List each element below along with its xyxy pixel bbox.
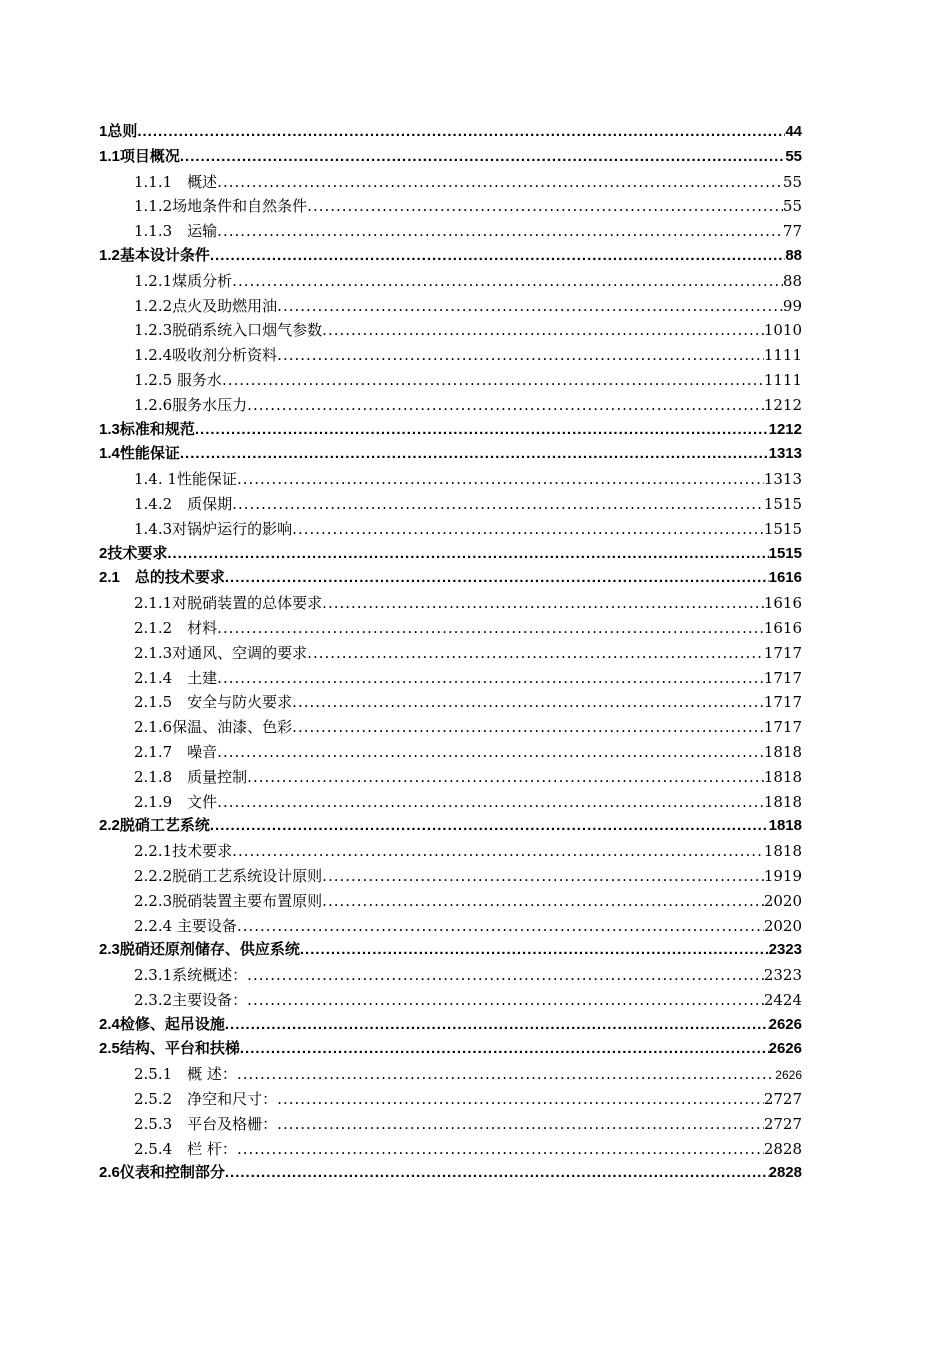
toc-entry-page-number: 2323 bbox=[768, 941, 802, 959]
toc-entry-page-number: 1212 bbox=[768, 420, 802, 438]
toc-entry-page-number: 55 bbox=[782, 197, 802, 216]
toc-entry-page-number: 1111 bbox=[763, 346, 802, 365]
toc-dot-leader bbox=[137, 120, 785, 145]
toc-entry-subsection[interactable] bbox=[99, 269, 802, 294]
toc-entry-subsection[interactable] bbox=[99, 194, 802, 219]
toc-entry-subsection[interactable] bbox=[99, 790, 802, 815]
toc-dot-leader bbox=[210, 244, 785, 269]
toc-dot-leader bbox=[180, 145, 785, 170]
toc-entry-subsection[interactable] bbox=[99, 666, 802, 691]
toc-entry-page-number: 1919 bbox=[763, 866, 802, 885]
toc-entry-title: 1.2.1煤质分析 bbox=[134, 271, 233, 290]
toc-entry-subsection[interactable] bbox=[99, 864, 802, 889]
toc-dot-leader bbox=[247, 765, 764, 790]
toc-entry-subsection[interactable] bbox=[99, 616, 802, 641]
toc-entry-section[interactable] bbox=[99, 1013, 802, 1038]
toc-entry-page-number: 2828 bbox=[768, 1164, 802, 1182]
toc-entry-title: 2.3脱硝还原剂储存、供应系统 bbox=[99, 941, 300, 959]
toc-dot-leader bbox=[307, 194, 783, 219]
toc-entry-subsection[interactable] bbox=[99, 839, 802, 864]
toc-entry-page-number: 2323 bbox=[763, 966, 802, 985]
toc-entry-title: 2.1.8 质量控制 bbox=[134, 767, 248, 786]
toc-entry-title: 1.4性能保证 bbox=[99, 445, 180, 463]
toc-entry-page-number: 88 bbox=[782, 271, 802, 290]
toc-entry-title: 1.1.3 运输 bbox=[134, 222, 218, 241]
toc-entry-title: 2.4检修、起吊设施 bbox=[99, 1015, 225, 1033]
toc-entry-title: 1.2.3脱硝系统入口烟气参数 bbox=[134, 321, 323, 340]
toc-entry-page-number: 1616 bbox=[763, 594, 802, 613]
toc-entry-page-number: 1313 bbox=[763, 470, 802, 489]
toc-dot-leader bbox=[277, 1087, 764, 1112]
toc-entry-subsection[interactable] bbox=[99, 294, 802, 319]
toc-entry-title: 1.4. 1性能保证 bbox=[134, 470, 237, 489]
toc-entry-subsection[interactable] bbox=[99, 318, 802, 343]
toc-entry-title: 1.3标准和规范 bbox=[99, 420, 195, 438]
toc-entry-title: 2.1.1对脱硝装置的总体要求 bbox=[134, 594, 323, 613]
toc-entry-page-number: 1313 bbox=[768, 445, 802, 463]
toc-dot-leader bbox=[217, 740, 764, 765]
toc-entry-title: 2.5.3 平台及格栅： bbox=[134, 1114, 278, 1133]
toc-entry-page-number: 2626 bbox=[768, 1040, 802, 1058]
toc-entry-subsection[interactable] bbox=[99, 914, 802, 939]
toc-dot-leader bbox=[277, 343, 764, 368]
toc-entry-section[interactable] bbox=[99, 442, 802, 467]
toc-entry-page-number: 1717 bbox=[763, 643, 802, 662]
toc-entry-section[interactable] bbox=[99, 566, 802, 591]
toc-entry-title: 1.1.2场地条件和自然条件 bbox=[134, 197, 308, 216]
toc-entry-title: 2.2.3脱硝装置主要布置原则 bbox=[134, 891, 323, 910]
toc-dot-leader bbox=[240, 1037, 769, 1062]
toc-entry-page-number: 2626 bbox=[768, 1015, 802, 1033]
toc-entry-page-number: 1818 bbox=[763, 792, 802, 811]
toc-dot-leader bbox=[217, 790, 764, 815]
toc-entry-title: 2.2.1技术要求 bbox=[134, 842, 233, 861]
table-of-contents bbox=[99, 120, 802, 1186]
toc-entry-title: 2.3.2主要设备： bbox=[134, 990, 248, 1009]
toc-entry-page-number: 2727 bbox=[763, 1090, 802, 1109]
toc-entry-title: 2.2.2脱硝工艺系统设计原则 bbox=[134, 866, 323, 885]
toc-entry-section[interactable] bbox=[99, 938, 802, 963]
toc-entry-page-number: 1515 bbox=[763, 494, 802, 513]
toc-dot-leader bbox=[322, 889, 764, 914]
toc-dot-leader bbox=[322, 318, 764, 343]
toc-entry-page-number: 55 bbox=[785, 147, 802, 165]
toc-dot-leader bbox=[300, 938, 769, 963]
toc-entry-subsection[interactable] bbox=[99, 591, 802, 616]
toc-entry-section[interactable] bbox=[99, 1037, 802, 1062]
toc-dot-leader bbox=[167, 542, 768, 567]
toc-dot-leader bbox=[307, 641, 764, 666]
toc-entry-title: 1.1项目概况 bbox=[99, 147, 180, 165]
toc-dot-leader bbox=[217, 666, 764, 691]
toc-entry-title: 2.1.2 材料 bbox=[134, 618, 218, 637]
toc-entry-title: 1.2.6服务水压力 bbox=[134, 395, 248, 414]
toc-entry-page-number: 1111 bbox=[763, 370, 802, 389]
toc-dot-leader bbox=[292, 715, 764, 740]
toc-entry-page-number: 1717 bbox=[763, 718, 802, 737]
toc-dot-leader bbox=[277, 294, 783, 319]
toc-entry-subsection[interactable] bbox=[99, 765, 802, 790]
toc-entry-title: 1.2.5 服务水 bbox=[134, 370, 222, 389]
toc-dot-leader bbox=[237, 1137, 764, 1162]
toc-dot-leader bbox=[222, 368, 764, 393]
toc-dot-leader bbox=[247, 988, 764, 1013]
toc-entry-title: 2.5.2 净空和尺寸： bbox=[134, 1090, 278, 1109]
toc-entry-page-number: 1818 bbox=[763, 767, 802, 786]
toc-entry-subsection[interactable] bbox=[99, 393, 802, 418]
toc-entry-section[interactable] bbox=[99, 542, 802, 567]
toc-entry-title: 2.2脱硝工艺系统 bbox=[99, 817, 210, 835]
toc-entry-subsection[interactable] bbox=[99, 170, 802, 195]
toc-entry-subsection[interactable] bbox=[99, 715, 802, 740]
toc-entry-title: 2.2.4 主要设备 bbox=[134, 916, 237, 935]
toc-entry-title: 2技术要求 bbox=[99, 544, 168, 562]
toc-entry-title: 2.1.6保温、油漆、色彩 bbox=[134, 718, 293, 737]
toc-entry-page-number: 2828 bbox=[763, 1139, 802, 1158]
toc-entry-section[interactable] bbox=[99, 1161, 802, 1186]
toc-entry-subsection[interactable] bbox=[99, 690, 802, 715]
toc-dot-leader bbox=[210, 814, 769, 839]
toc-entry-subsection[interactable] bbox=[99, 641, 802, 666]
toc-dot-leader bbox=[225, 1161, 769, 1186]
toc-entry-page-number: 1818 bbox=[763, 742, 802, 761]
toc-dot-leader bbox=[247, 393, 764, 418]
toc-dot-leader bbox=[232, 839, 764, 864]
toc-entry-page-number: 1515 bbox=[768, 544, 802, 562]
toc-entry-title: 1.1.1 概述 bbox=[134, 172, 218, 191]
toc-dot-leader bbox=[217, 219, 783, 244]
toc-entry-section[interactable] bbox=[99, 244, 802, 269]
toc-entry-page-number: 88 bbox=[785, 246, 802, 264]
toc-entry-title: 1.4.2 质保期 bbox=[134, 494, 233, 513]
toc-entry-title: 2.1 总的技术要求 bbox=[99, 569, 225, 587]
toc-entry-page-number: 55 bbox=[782, 172, 802, 191]
toc-entry-subsection[interactable] bbox=[99, 492, 802, 517]
toc-entry-title: 2.5.1 概 述： bbox=[134, 1065, 237, 1084]
toc-entry-title: 2.5结构、平台和扶梯 bbox=[99, 1040, 240, 1058]
toc-entry-page-number: 1818 bbox=[768, 817, 802, 835]
toc-entry-page-number: 1616 bbox=[763, 618, 802, 637]
toc-dot-leader bbox=[247, 963, 764, 988]
toc-entry-page-number: 2727 bbox=[763, 1114, 802, 1133]
toc-dot-leader bbox=[195, 418, 769, 443]
toc-entry-page-number: 44 bbox=[785, 123, 802, 140]
toc-entry-section[interactable] bbox=[99, 120, 802, 145]
toc-dot-leader bbox=[180, 442, 769, 467]
toc-entry-title: 1.2.4吸收剂分析资料 bbox=[134, 346, 278, 365]
toc-entry-subsection[interactable] bbox=[99, 343, 802, 368]
toc-entry-page-number: 1818 bbox=[763, 842, 802, 861]
toc-entry-subsection[interactable] bbox=[99, 1062, 802, 1087]
toc-entry-subsection[interactable] bbox=[99, 1112, 802, 1137]
toc-entry-title: 2.5.4 栏 杆： bbox=[134, 1139, 237, 1158]
toc-entry-title: 2.1.9 文件 bbox=[134, 792, 218, 811]
toc-entry-section[interactable] bbox=[99, 814, 802, 839]
toc-entry-title: 1总则 bbox=[99, 123, 138, 140]
toc-dot-leader bbox=[217, 170, 783, 195]
toc-entry-page-number: 2020 bbox=[763, 891, 802, 910]
toc-entry-title: 1.4.3对锅炉运行的影响 bbox=[134, 519, 293, 538]
toc-entry-subsection[interactable] bbox=[99, 1137, 802, 1162]
toc-entry-subsection[interactable] bbox=[99, 368, 802, 393]
toc-dot-leader bbox=[292, 517, 764, 542]
toc-entry-subsection[interactable] bbox=[99, 1087, 802, 1112]
toc-entry-title: 2.1.4 土建 bbox=[134, 668, 218, 687]
toc-entry-title: 2.1.7 噪音 bbox=[134, 742, 218, 761]
toc-entry-subsection[interactable] bbox=[99, 517, 802, 542]
toc-dot-leader bbox=[237, 467, 764, 492]
toc-dot-leader bbox=[277, 1112, 764, 1137]
toc-dot-leader bbox=[225, 1013, 769, 1038]
toc-dot-leader bbox=[322, 591, 764, 616]
toc-entry-page-number: 1616 bbox=[768, 569, 802, 587]
toc-dot-leader bbox=[322, 864, 764, 889]
toc-entry-page-number: 1010 bbox=[763, 321, 802, 340]
toc-entry-title: 2.6仪表和控制部分 bbox=[99, 1164, 225, 1182]
toc-entry-page-number: 2020 bbox=[763, 916, 802, 935]
toc-entry-subsection[interactable] bbox=[99, 740, 802, 765]
toc-entry-subsection[interactable] bbox=[99, 889, 802, 914]
toc-entry-subsection[interactable] bbox=[99, 963, 802, 988]
toc-dot-leader bbox=[232, 269, 783, 294]
toc-entry-section[interactable] bbox=[99, 145, 802, 170]
toc-entry-subsection[interactable] bbox=[99, 988, 802, 1013]
toc-entry-page-number: 1212 bbox=[763, 395, 802, 414]
toc-dot-leader bbox=[292, 690, 764, 715]
toc-entry-page-number: 1717 bbox=[763, 693, 802, 712]
toc-dot-leader bbox=[237, 1062, 775, 1087]
toc-entry-page-number: 77 bbox=[782, 222, 802, 241]
toc-dot-leader bbox=[217, 616, 764, 641]
toc-entry-subsection[interactable] bbox=[99, 219, 802, 244]
toc-entry-title: 2.1.5 安全与防火要求 bbox=[134, 693, 293, 712]
toc-entry-section[interactable] bbox=[99, 418, 802, 443]
toc-dot-leader bbox=[237, 914, 764, 939]
toc-entry-page-number: 99 bbox=[782, 296, 802, 315]
toc-entry-title: 1.2基本设计条件 bbox=[99, 246, 210, 264]
toc-entry-page-number: 1717 bbox=[763, 668, 802, 687]
toc-entry-title: 1.2.2点火及助燃用油 bbox=[134, 296, 278, 315]
toc-entry-title: 2.1.3对通风、空调的要求 bbox=[134, 643, 308, 662]
toc-entry-subsection[interactable] bbox=[99, 467, 802, 492]
toc-dot-leader bbox=[232, 492, 764, 517]
toc-entry-page-number: 2626 bbox=[775, 1068, 802, 1083]
toc-entry-title: 2.3.1系统概述： bbox=[134, 966, 248, 985]
toc-entry-page-number: 1515 bbox=[763, 519, 802, 538]
toc-entry-page-number: 2424 bbox=[763, 990, 802, 1009]
toc-dot-leader bbox=[225, 566, 769, 591]
